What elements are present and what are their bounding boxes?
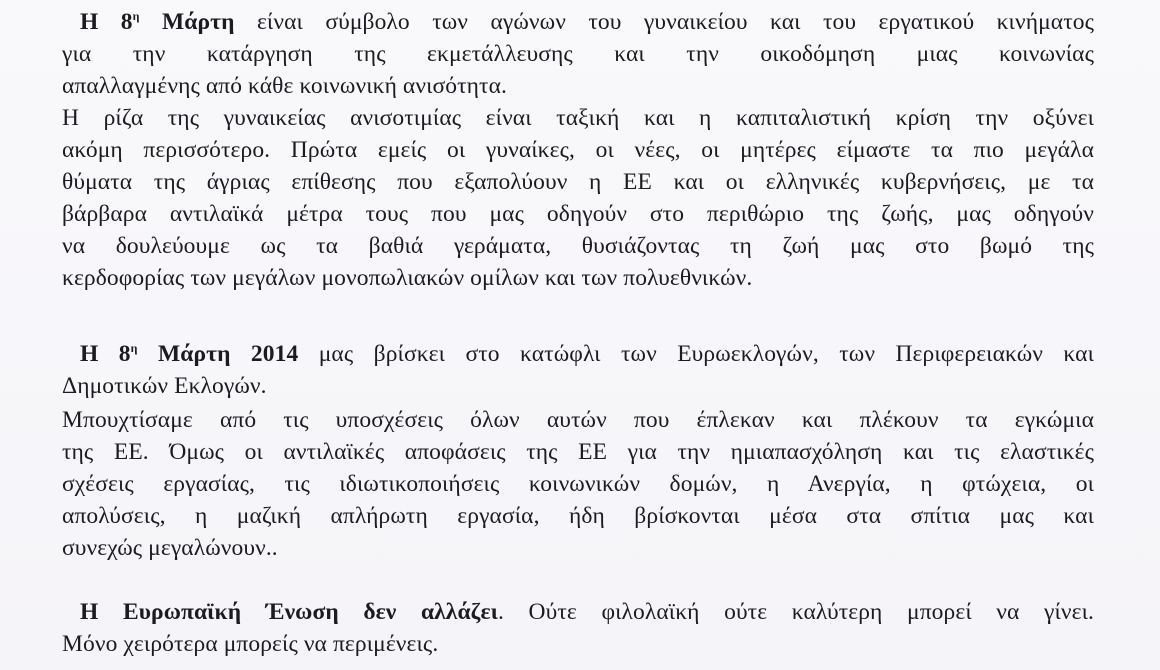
- paragraph-line: απολύσεις, η μαζική απλήρωτη εργασία, ήδη βρίσκονται μέσα στα σπίτια μας και: [62, 503, 1094, 529]
- text-run: μας βρίσκει στο κατώφλι των Ευρωεκλογών, των Περιφερειακών και: [298, 341, 1094, 367]
- bold-lead: Μάρτη: [139, 9, 235, 35]
- paragraph-line: κερδοφορίας των μεγάλων μονοπωλιακών ομίλων και των πολυεθνικών.: [62, 265, 753, 291]
- paragraph-line: συνεχώς μεγαλώνουν..: [62, 535, 278, 561]
- paragraph-line: σχέσεις εργασίας, τις ιδιωτικοποιήσεις κοινωνικών δομών, η Ανεργία, η φτώχεια, οι: [62, 471, 1094, 497]
- paragraph-line: [80, 598, 1094, 626]
- paragraph-line: [80, 8, 1094, 36]
- bold-lead: Η 8: [80, 9, 133, 35]
- superscript: η: [130, 341, 138, 355]
- paragraph-line: της ΕΕ. Όμως οι αντιλαϊκές αποφάσεις της ΕΕ για την ημιαπασχόληση και τις ελαστικές: [62, 439, 1094, 465]
- paragraph-line: απαλλαγμένης από κάθε κοινωνική ανισότητα.: [62, 73, 507, 99]
- paragraph-line: θύματα της άγριας επίθεσης που εξαπολύουν η ΕΕ και οι ελληνικές κυβερνήσεις, με τα: [62, 169, 1094, 195]
- bold-lead: Η Ευρωπαϊκή Ένωση δεν αλλάζει: [80, 599, 499, 625]
- paragraph-line: για την κατάργηση της εκμετάλλευσης και την οικοδόμηση μιας κοινωνίας: [62, 41, 1094, 67]
- paragraph-line: Δημοτικών Εκλογών.: [62, 373, 267, 399]
- text-run: είναι σύμβολο των αγώνων του γυναικείου και του εργατικού κινήματος: [234, 9, 1094, 35]
- bold-lead: Μάρτη 2014: [137, 341, 299, 367]
- paragraph-line: [80, 340, 1094, 368]
- superscript: η: [132, 9, 140, 23]
- paragraph-line: βάρβαρα αντιλαϊκά μέτρα τους που μας οδηγούν στο περιθώριο της ζωής, μας οδηγούν: [62, 201, 1094, 227]
- paragraph-line: Μπουχτίσαμε από τις υποσχέσεις όλων αυτών που έπλεκαν και πλέκουν τα εγκώμια: [62, 407, 1094, 433]
- paragraph-line: να δουλεύουμε ως τα βαθιά γεράματα, θυσιάζοντας τη ζωή μας στο βωμό της: [62, 233, 1094, 259]
- paragraph-line: Μόνο χειρότερα μπορείς να περιμένεις.: [62, 631, 439, 657]
- paragraph-line: Η ρίζα της γυναικείας ανισοτιμίας είναι ταξική και η καπιταλιστική κρίση την οξύνει: [62, 105, 1094, 131]
- paragraph-line: ακόμη περισσότερο. Πρώτα εμείς οι γυναίκες, οι νέες, οι μητέρες είμαστε τα πιο μεγάλα: [62, 137, 1094, 163]
- text-run: . Ούτε φιλολαϊκή ούτε καλύτερη μπορεί να γίνει.: [498, 599, 1095, 625]
- bold-lead: Η 8: [80, 341, 131, 367]
